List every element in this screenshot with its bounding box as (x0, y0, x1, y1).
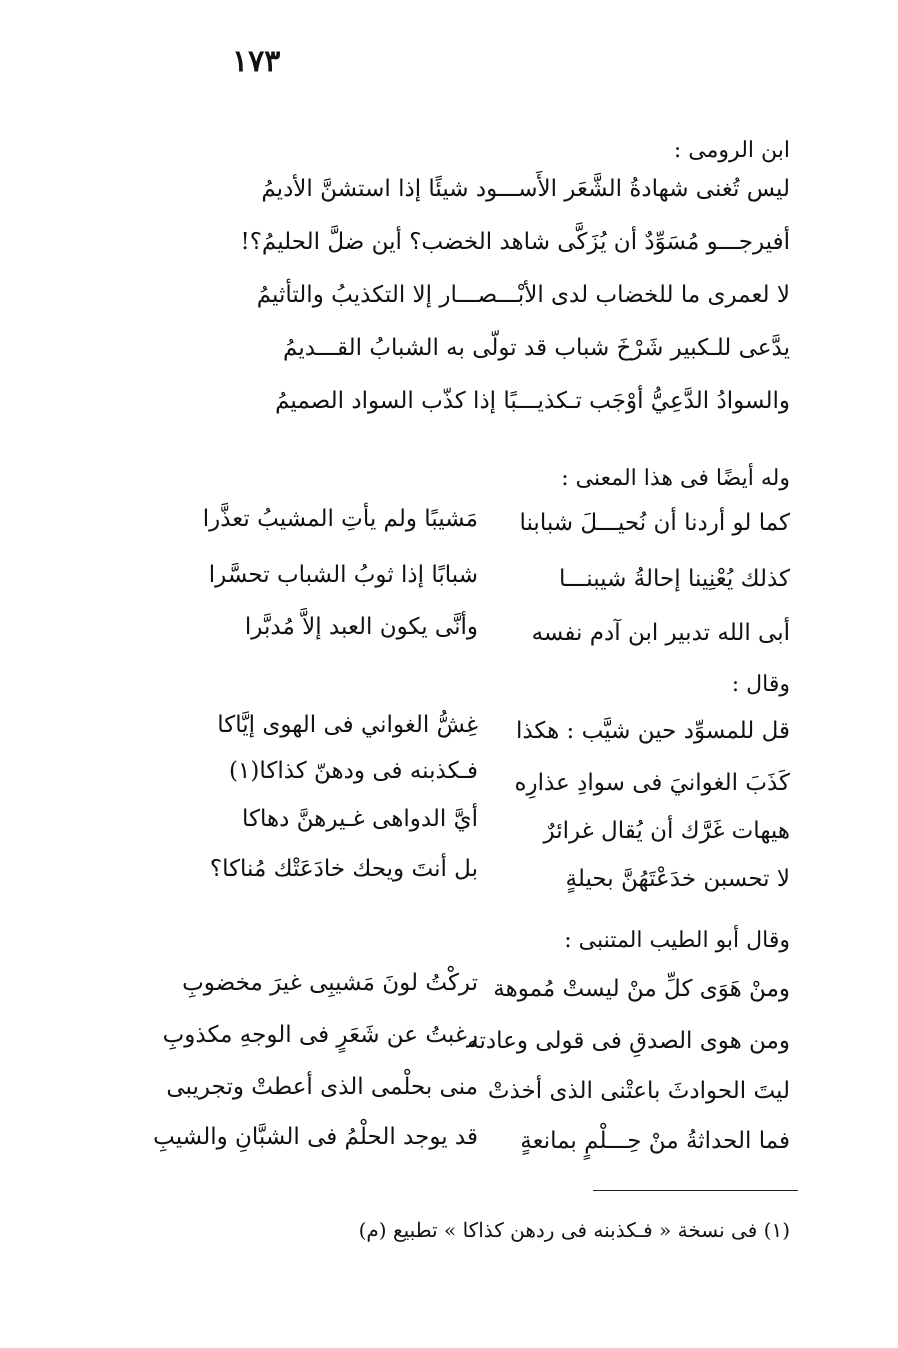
verse-second-hemistich: شبابًا إذا ثوبُ الشباب تحسَّرا (208, 562, 478, 588)
verse-first-hemistich: لا تحسبن خدَعْتَهُنَّ بحيلةٍ (565, 866, 790, 892)
verse-second-hemistich: رغبتُ عن شَعَرٍ فى الوجهِ مكذوبِ (162, 1022, 478, 1048)
verse-second-hemistich: وأنَّى يكون العبد إلاَّ مُدبَّرا (244, 614, 478, 640)
verse-second-hemistich: غِشُّ الغواني فى الهوى إيَّاكا (217, 712, 478, 738)
verse-first-hemistich: ومن هوى الصدقِ فى قولى وعادته (467, 1028, 790, 1054)
section-heading: وقال : (731, 672, 790, 697)
verse-line: أفيرجـــو مُسَوِّدٌ أن يُزَكَّى شاهد الخضب؟ أين ضلَّ الحليمُ؟! (240, 229, 790, 255)
verse-second-hemistich: تركْتُ لونَ مَشيبِى غيرَ مخضوبِ (182, 970, 478, 996)
verse-first-hemistich: قل للمسوِّد حين شيَّب : هكذا (515, 718, 790, 744)
section-heading-mutanabbi: وقال أبو الطيب المتنبى : (564, 928, 790, 953)
verse-second-hemistich: بل أنتَ ويحك خادَعَتْك مُناكا؟ (209, 856, 478, 882)
verse-line: ليس تُغنى شهادةُ الشَّعَر الأَســـود شيئًا إذا استشنَّ الأديمُ (261, 176, 790, 202)
verse-first-hemistich: أبى الله تدبير ابن آدم نفسه (531, 620, 790, 646)
footnote: (١) فى نسخة « فـكذبنه فى ردهن كذاكا » تطبيع (م) (358, 1218, 790, 1242)
verse-second-hemistich: أيَّ الدواهى غـيرهنَّ دهاكا (242, 806, 478, 832)
page-number: ١٧٣ (232, 44, 281, 79)
verse-second-hemistich: مَشيبًا ولم يأتِ المشيبُ تعذَّرا (202, 506, 478, 532)
verse-line: لا لعمرى ما للخضاب لدى الأبْـــصـــار إلا التكذيبُ والتأثيمُ (256, 282, 790, 308)
footnote-divider (593, 1190, 798, 1191)
section-heading-ibn-alrumi: ابن الرومى : (673, 138, 790, 163)
verse-first-hemistich: ومنْ هَوَى كلِّ منْ ليستْ مُموهة (493, 976, 790, 1002)
section-heading: وله أيضًا فى هذا المعنى : (561, 466, 790, 491)
verse-first-hemistich: كَذَبَ الغوانيَ فى سوادِ عذارِه (514, 770, 790, 796)
verse-first-hemistich: كذلك يُعْنِينا إحالةُ شيبنـــا (559, 566, 790, 592)
verse-second-hemistich: فـكذبنه فى ودهنّ كذاكا(١) (229, 758, 478, 784)
verse-second-hemistich: منى بحلْمى الذى أعطتْ وتجريبى (166, 1074, 478, 1100)
verse-first-hemistich: فما الحداثةُ منْ حِـــلْمٍ بمانعةٍ (520, 1128, 790, 1154)
verse-line: يدَّعى للـكبير شَرْخَ شباب قد تولّى به الشبابُ القـــديمُ (283, 335, 790, 361)
verse-line: والسوادُ الدَّعِيُّ أوْجَب تـكذيـــبًا إذا كذّب السواد الصميمُ (275, 388, 790, 414)
verse-first-hemistich: كما لو أردنا أن نُحيـــلَ شبابنا (519, 510, 790, 536)
verse-first-hemistich: هيهات غَرَّك أن يُقال غرائرٌ (543, 818, 790, 844)
verse-second-hemistich: قد يوجد الحلْمُ فى الشبَّانِ والشيبِ (153, 1124, 478, 1150)
verse-first-hemistich: ليتَ الحوادثَ باعتْنى الذى أخذتْ (487, 1078, 790, 1104)
